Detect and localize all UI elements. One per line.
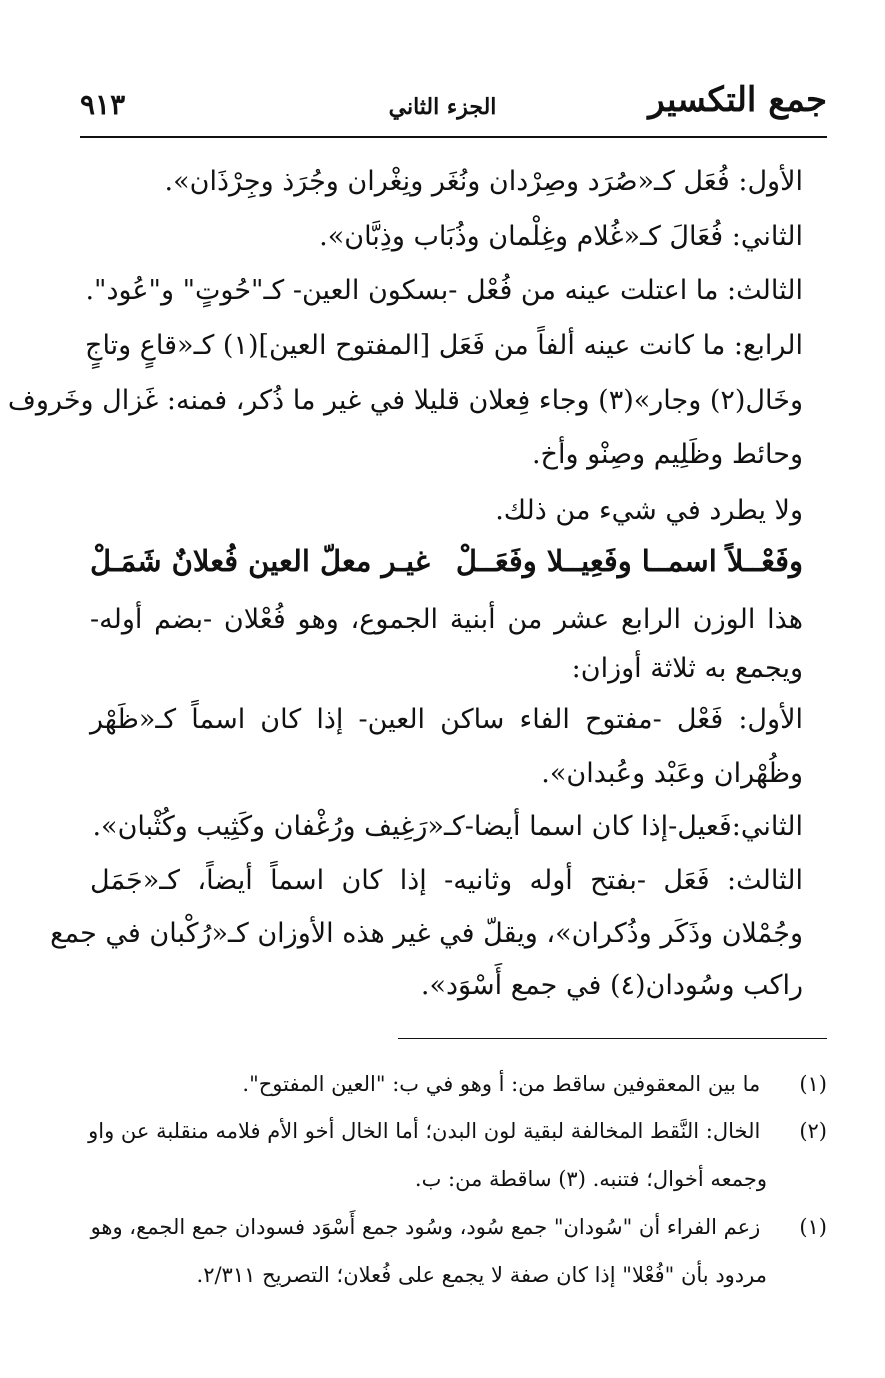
header-divider [80, 136, 827, 138]
text-line: الثاني:فَعيل-إذا كان اسما أيضا-كـ«رَغِيف ورُغْفان وكَثِيب وكُثْبان». [92, 811, 803, 842]
text-line: الثالث: فَعَل -بفتح أوله وثانيه- إذا كان اسماً أيضاً، كـ«جَمَل [90, 865, 803, 896]
part-label: الجزء الثاني [388, 94, 497, 120]
text-line: الرابع: ما كانت عينه ألفاً من فَعَل [المفتوح العين](١) كـ«قاعٍ وتاجٍ [85, 330, 803, 361]
text-line: راكب وسُودان(٤) في جمع أَسْوَد». [420, 970, 803, 1001]
text-line: ويجمع به ثلاثة أوزان: [571, 653, 803, 684]
footnote [80, 1211, 827, 1243]
text-line: ولا يطرد في شيء من ذلك. [495, 495, 803, 526]
text-line: الأول: فَعْل -مفتوح الفاء ساكن العين- إذا كان اسماً كـ«ظَهْر [90, 704, 803, 735]
text-line: الثالث: ما اعتلت عينه من فُعْل -بسكون العين- كـ"حُوتٍ" و"عُود". [85, 275, 803, 306]
page-number: ٩١٣ [80, 88, 126, 121]
text-line: وحائط وظَلِيم وصِنْو وأخ. [531, 439, 803, 470]
footnote-continuation: مردود بأن "فُعْلا" إذا كان صفة لا يجمع على فُعلان؛ التصريح ٢/٣١١. [196, 1263, 767, 1287]
text-line: وجُمْلان وذَكَر وذُكران»، ويقلّ في غير هذه الأوزان كـ«رُكْبان في جمع [50, 918, 803, 949]
footnote [80, 1068, 827, 1100]
chapter-title: جمع التكسير [648, 80, 827, 120]
verse-hemistich-first: وفَعْــلاً اسمــا وفَعِيــلا وفَعَــلْ [455, 544, 803, 578]
poetry-verse [90, 541, 803, 585]
text-line: الثاني: فُعَالَ كـ«غُلام وغِلْمان وذُبَاب وذِبَّان». [319, 221, 803, 252]
footnote-text: الخال: النَّقط المخالفة لبقية لون البدن؛ أما الخال أخو الأم فلامه منقلبة عن واو [88, 1119, 761, 1143]
footnote-number: (١) [799, 1215, 827, 1239]
footnote-divider [398, 1038, 827, 1039]
footnote-continuation: وجمعه أخوال؛ فتنبه. (٣) ساقطة من: ب. [414, 1167, 767, 1191]
footnote-text: ما بين المعقوفين ساقط من: أ وهو في ب: "العين المفتوح". [242, 1072, 761, 1096]
text-line: وظُهْران وعَبْد وعُبدان». [541, 758, 803, 789]
text-line: هذا الوزن الرابع عشر من أبنية الجموع، وهو فُعْلان -بضم أوله- [90, 604, 803, 635]
footnote [80, 1115, 827, 1147]
text-line: وخَال(٢) وجار»(٣) وجاء فِعلان قليلا في غير ما ذُكر، فمنه: غَزال وخَروف [7, 385, 803, 416]
footnote-text: زعم الفراء أن "سُودان" جمع سُود، وسُود جمع أَسْوَد فسودان جمع الجمع، وهو [90, 1215, 761, 1239]
text-line: الأول: فُعَل كـ«صُرَد وصِرْدان ونُغَر ونِغْران وجُرَذ وجِرْذَان». [164, 166, 803, 197]
footnote-number: (١) [799, 1072, 827, 1096]
footnote-number: (٢) [799, 1119, 827, 1143]
verse-hemistich-second: غيـر معلّ العين فُعلانٌ شَمَـلْ [90, 544, 430, 578]
